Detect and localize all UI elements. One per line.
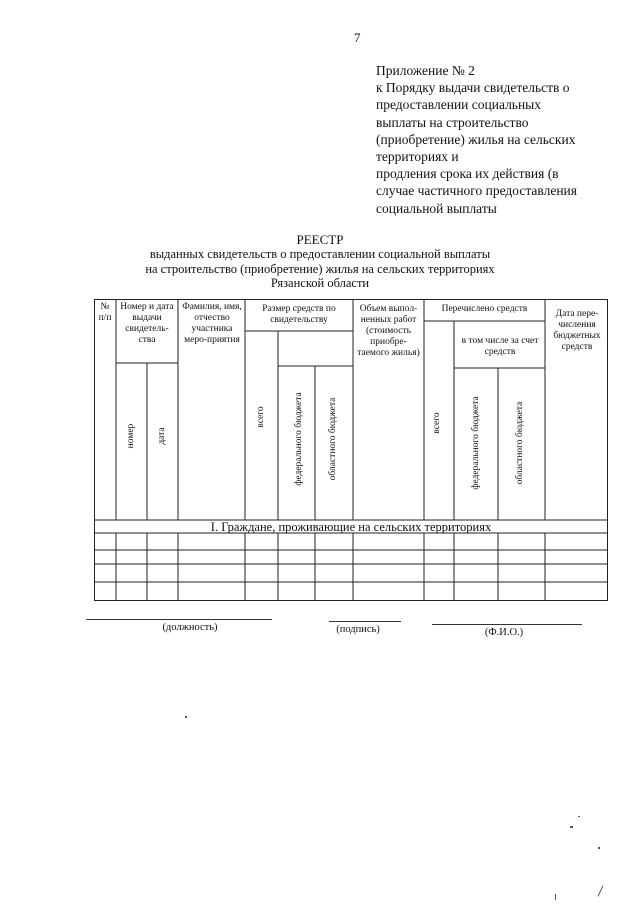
scan-speck bbox=[598, 885, 604, 896]
appendix-line: предоставлении социальных bbox=[376, 97, 542, 113]
header-certificate: Номер и дата выдачи свидетель-ства bbox=[120, 302, 174, 345]
signature-line-position bbox=[86, 619, 272, 620]
appendix-line: социальной выплаты bbox=[376, 200, 497, 216]
header-including: в том числе за счет средств bbox=[461, 336, 539, 357]
signature-line-signature bbox=[329, 621, 401, 622]
subheader-total-transferred: всего bbox=[432, 412, 442, 434]
scan-speck bbox=[598, 847, 600, 849]
scan-speck bbox=[570, 826, 573, 828]
heading-line: на строительство (приобретение) жилья на сельских территориях bbox=[145, 261, 495, 276]
scan-speck bbox=[578, 816, 580, 817]
header-volume: Объем выпол-ненных работ (стоимость приобре-таемого жилья) bbox=[357, 304, 420, 358]
subheader-regional: областного бюджета bbox=[328, 397, 338, 481]
header-num: № п/п bbox=[98, 302, 112, 323]
header-fio: Фамилия, имя, отчество участника меро-приятия bbox=[182, 302, 242, 345]
appendix-line: Приложение № 2 bbox=[376, 63, 475, 78]
header-transferred: Перечислено средств bbox=[441, 304, 528, 314]
appendix-line: к Порядку выдачи свидетельств о bbox=[376, 80, 570, 96]
header-size: Размер средств по свидетельству bbox=[262, 304, 336, 325]
appendix-line: выплаты на строительство bbox=[376, 114, 529, 130]
document-title: РЕЕСТР bbox=[296, 232, 344, 247]
caption-name: (Ф.И.О.) bbox=[484, 627, 524, 638]
caption-signature: (подпись) bbox=[336, 624, 380, 635]
signature-line-name bbox=[432, 624, 582, 625]
subheader-federal-transferred: федерального бюджета bbox=[471, 396, 481, 490]
appendix-line: продления срока их действия (в bbox=[376, 166, 559, 182]
subheader-regional-transferred: областного бюджета bbox=[515, 401, 525, 485]
header-date-transfer: Дата пере-числения бюджетных средств bbox=[553, 309, 601, 352]
appendix-line: (приобретение) жилья на сельских bbox=[376, 131, 576, 147]
subheader-number: номер bbox=[126, 423, 136, 449]
registry-table bbox=[94, 299, 608, 601]
heading-line: Рязанской области bbox=[270, 276, 370, 291]
page-number: 7 bbox=[354, 30, 361, 45]
appendix-line: территориях и bbox=[376, 149, 459, 165]
scan-speck bbox=[185, 716, 187, 718]
appendix-line: случае частичного предоставления bbox=[376, 183, 577, 199]
subheader-date: дата bbox=[157, 427, 167, 445]
subheader-total: всего bbox=[256, 406, 266, 428]
appendix-note bbox=[376, 62, 626, 217]
caption-position: (должность) bbox=[162, 622, 218, 633]
scan-speck bbox=[555, 894, 556, 900]
subheader-federal: федерального бюджета bbox=[294, 392, 304, 486]
document-heading bbox=[0, 247, 640, 291]
heading-line: выданных свидетельств о предоставлении социальной выплаты bbox=[149, 247, 491, 261]
section-title: I. Граждане, проживающие на сельских территориях bbox=[210, 520, 492, 534]
